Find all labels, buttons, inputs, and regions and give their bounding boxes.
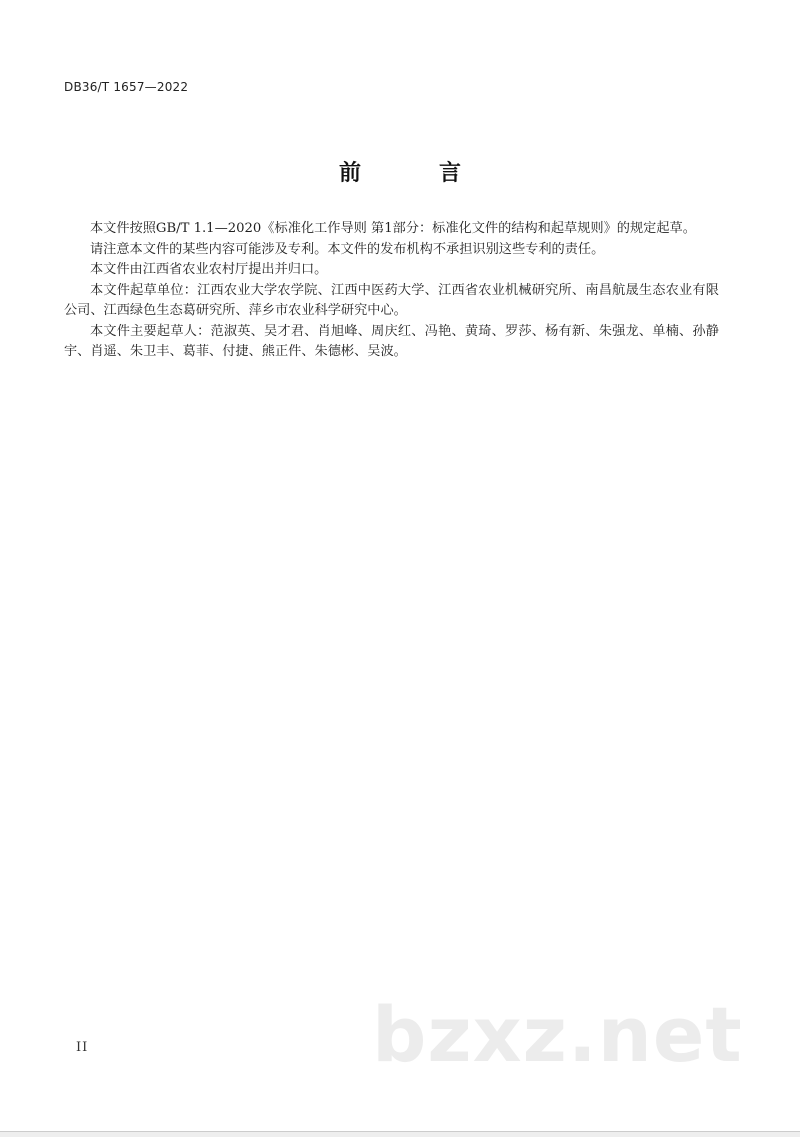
paragraph-drafters: 本文件主要起草人：范淑英、吴才君、肖旭峰、周庆红、冯艳、黄琦、罗莎、杨有新、朱强龙、单楠、孙静宇、肖遥、朱卫丰、葛菲、付捷、熊正件、朱德彬、吴波。	[64, 323, 719, 359]
paragraph-drafting-units: 本文件起草单位：江西农业大学农学院、江西中医药大学、江西省农业机械研究所、南昌航晟生态农业有限公司、江西绿色生态葛研究所、萍乡市农业科学研究中心。	[64, 282, 719, 318]
paragraph-proposer: 本文件由江西省农业农村厅提出并归口。	[90, 262, 328, 277]
page-bottom-edge	[0, 1131, 800, 1137]
foreword-body	[64, 219, 719, 363]
page-number: II	[76, 1040, 89, 1055]
paragraph-patent-notice: 请注意本文件的某些内容可能涉及专利。本文件的发布机构不承担识别这些专利的责任。	[90, 241, 605, 257]
page-title: 前 言	[338, 161, 489, 186]
paragraph-drafting-rules: 本文件按照GB/T 1.1—2020《标准化工作导则 第1部分：标准化文件的结构和起草规则》的规定起草。	[90, 221, 696, 236]
standard-code: DB36/T 1657—2022	[64, 80, 189, 94]
watermark: bzxz.net	[372, 990, 743, 1079]
